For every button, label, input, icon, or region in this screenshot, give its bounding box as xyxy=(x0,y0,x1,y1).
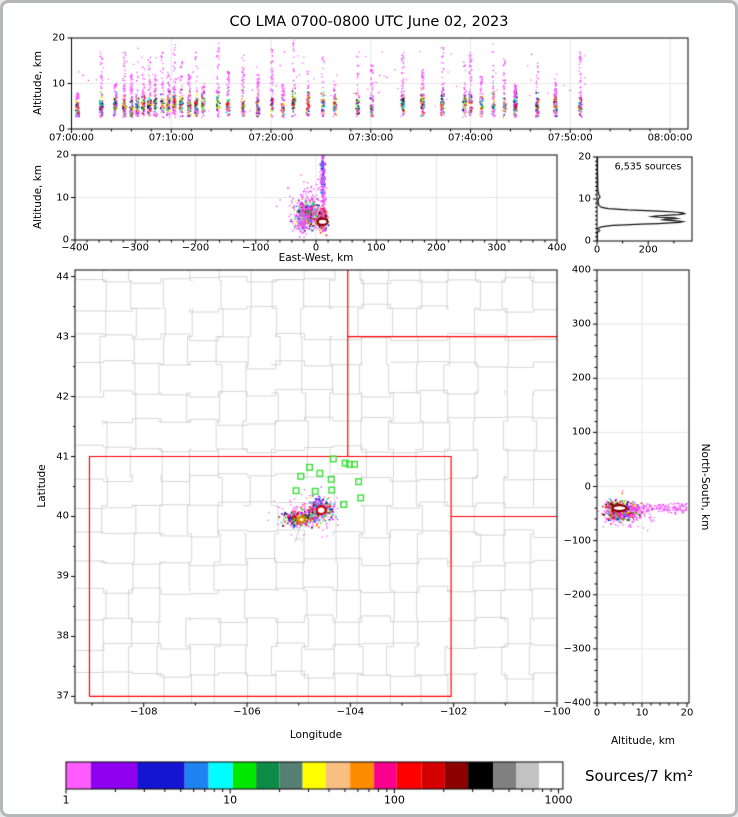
tick-label: 42 xyxy=(56,391,69,403)
tick-label: 20 xyxy=(52,32,65,44)
colorbar-title: Sources/7 km² xyxy=(585,767,694,785)
tick-label: 07:30:00 xyxy=(348,132,394,144)
tick-label: 39 xyxy=(56,570,69,582)
ew-height-ylabel: Altitude, km xyxy=(32,164,44,230)
tick-label: 0 xyxy=(593,244,601,256)
time-height-ylabel: Altitude, km xyxy=(32,50,44,116)
tick-label: 08:00:00 xyxy=(647,132,693,144)
tick-label: 300 xyxy=(487,242,507,254)
tick-label: 200 xyxy=(426,242,447,254)
tick-label: 10 xyxy=(635,707,649,719)
tick-label: 400 xyxy=(547,242,567,254)
tick-label: 20 xyxy=(680,707,694,719)
time-height-panel xyxy=(71,38,688,129)
map-ylabel: Latitude xyxy=(36,464,48,508)
tick-label: −400 xyxy=(563,697,591,709)
tick-label: −300 xyxy=(563,643,591,655)
tick-label: 200 xyxy=(638,244,658,256)
tick-label: 44 xyxy=(56,271,69,283)
colorbar-tick-label: 1000 xyxy=(544,793,573,807)
map-xlabel: Longitude xyxy=(289,729,343,741)
ew-height-xlabel: East-West, km xyxy=(278,252,354,264)
tick-label: 300 xyxy=(571,318,591,330)
tick-label: 40 xyxy=(56,510,69,522)
colorbar-tick-label: 10 xyxy=(223,793,238,807)
tick-label: 07:40:00 xyxy=(448,132,493,144)
tick-label: −200 xyxy=(563,589,591,601)
tick-label: −102 xyxy=(439,706,468,718)
tick-label: 41 xyxy=(56,451,69,462)
tick-label: 0 xyxy=(584,481,591,492)
east-west-height-panel xyxy=(75,155,557,240)
ns-height-ylabel: North-South, km xyxy=(699,443,711,531)
ns-height-xlabel: Altitude, km xyxy=(610,735,676,747)
tick-label: 0 xyxy=(312,242,320,254)
colorbar-tick-label: 1 xyxy=(62,793,70,807)
tick-label: −400 xyxy=(61,242,89,254)
north-south-height-panel xyxy=(597,270,689,703)
tick-label: 10 xyxy=(578,193,591,205)
tick-label: 0 xyxy=(62,234,69,246)
tick-label: 100 xyxy=(366,242,386,254)
tick-label: 10 xyxy=(52,78,65,89)
tick-label: 20 xyxy=(578,151,591,163)
tick-label: 38 xyxy=(56,630,69,642)
tick-label: 0 xyxy=(58,123,65,135)
tick-label: −108 xyxy=(129,706,158,718)
tick-label: 0 xyxy=(593,707,601,719)
tick-label: 37 xyxy=(56,690,69,702)
tick-label: 20 xyxy=(56,149,69,161)
tick-label: 400 xyxy=(571,264,591,276)
tick-label: 10 xyxy=(56,192,69,203)
tick-label: −104 xyxy=(336,706,365,718)
tick-label: 07:20:00 xyxy=(248,132,294,144)
tick-label: −200 xyxy=(181,242,210,254)
tick-label: −100 xyxy=(563,535,591,547)
tick-label: 07:00:00 xyxy=(49,132,94,144)
tick-label: −100 xyxy=(242,242,270,254)
tick-label: 07:10:00 xyxy=(148,132,194,144)
colorbar xyxy=(66,762,563,789)
page-title: CO LMA 0700-0800 UTC June 02, 2023 xyxy=(229,14,509,30)
tick-label: 200 xyxy=(571,372,591,384)
tick-label: 100 xyxy=(571,426,591,438)
source-count-annotation: 6,535 sources xyxy=(614,161,682,173)
plan-view-map-panel xyxy=(75,270,557,703)
colorbar-tick-label: 100 xyxy=(383,793,405,807)
tick-label: 43 xyxy=(56,331,69,343)
tick-label: 07:50:00 xyxy=(547,132,593,144)
tick-label: −300 xyxy=(121,242,149,254)
tick-label: 0 xyxy=(584,235,591,247)
tick-label: −100 xyxy=(543,706,571,718)
tick-label: −106 xyxy=(233,706,261,718)
